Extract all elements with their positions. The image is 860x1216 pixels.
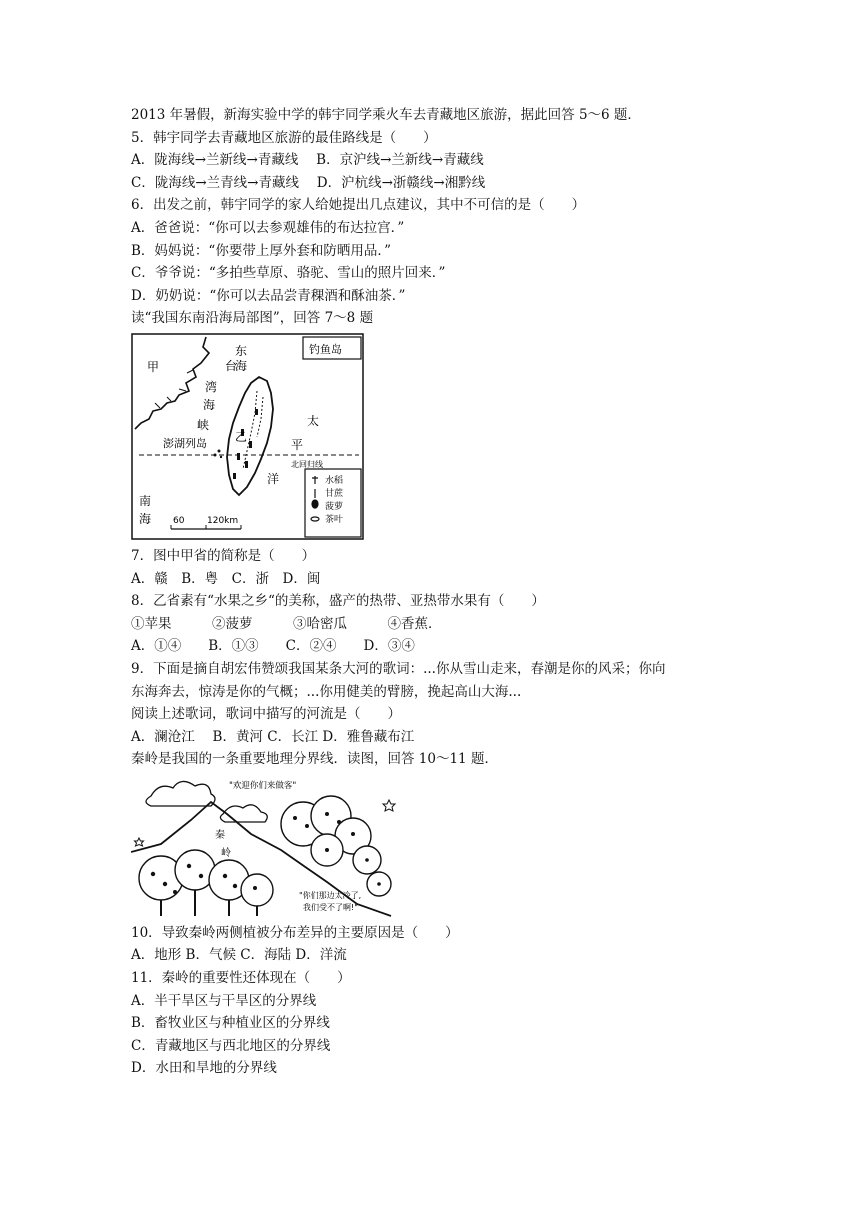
q9-options: A．澜沧江 B．黄河 C．长江 D．雅鲁藏布江 xyxy=(131,728,415,745)
q7-options: A．赣 B．粤 C．浙 D．闽 xyxy=(131,570,321,587)
q8-stem: 8．乙省素有“水果之乡“的美称，盛产的热带、亚热带水果有（ ） xyxy=(131,593,545,610)
q11-option-b: B．畜牧业区与种植业区的分界线 xyxy=(131,1015,330,1032)
map-label-yi: 乙 xyxy=(235,429,248,444)
map-scale-120: 120km xyxy=(207,515,239,526)
q6-stem: 6．出发之前，韩宇同学的家人给她提出几点建议，其中不可信的是（ ） xyxy=(131,197,586,214)
q10-stem: 10．导致秦岭两侧植被分布差异的主要原因是（ ） xyxy=(131,924,459,941)
q5-stem: 5．韩宇同学去青藏地区旅游的最佳路线是（ ） xyxy=(131,129,437,146)
bubble-cold-2: 我们受不了啊!" xyxy=(303,902,358,912)
bubble-welcome: "欢迎你们来做客" xyxy=(229,780,297,791)
q11-option-a: A．半干旱区与干旱区的分界线 xyxy=(131,992,317,1009)
q5-options-ab: A．陇海线→兰新线→青藏线 B．京沪线→兰新线→青藏线 xyxy=(131,152,484,169)
qinling-cartoon xyxy=(131,774,397,918)
map-svg xyxy=(131,333,365,541)
intro-7-8: 读“我国东南沿海局部图”，回答 7～8 题 xyxy=(131,310,374,327)
q11-option-c: C．青藏地区与西北地区的分界线 xyxy=(131,1037,331,1054)
legend-tea: 茶叶 xyxy=(325,514,344,525)
cartoon-svg xyxy=(131,774,397,918)
q9-stem-3: 阅读上述歌词，歌词中描写的河流是（ ） xyxy=(131,706,401,723)
map-label-hai2: 海 xyxy=(203,397,216,412)
q6-option-c: C．爷爷说：“多拍些草原、骆驼、雪山的照片回来．” xyxy=(131,265,446,282)
legend-rice: 水稻 xyxy=(325,475,344,486)
q6-option-b: B．妈妈说：“你要带上厚外套和防晒用品．” xyxy=(131,242,391,259)
q6-option-d: D．奶奶说：“你可以去品尝青稞酒和酥油茶．” xyxy=(131,287,406,304)
q7-stem: 7．图中甲省的简称是（ ） xyxy=(131,547,316,564)
q9-stem-2: 东海奔去，惊涛是你的气概；...你用健美的臂膀，挽起高山大海... xyxy=(131,683,522,700)
map-label-diaoyu: 钓鱼岛 xyxy=(309,342,342,356)
exam-page xyxy=(131,104,771,1080)
q5-options-cd: C．陇海线→兰青线→青藏线 D．沪杭线→浙赣线→湘黔线 xyxy=(131,174,486,191)
map-label-tropic: 北回归线 xyxy=(291,459,323,469)
legend-sugarcane: 甘蔗 xyxy=(325,488,344,499)
map-label-jia: 甲 xyxy=(147,359,160,374)
q8-items: ①苹果 ②菠萝 ③哈密瓜 ④香蕉． xyxy=(131,615,442,632)
q8-options: A．①④ B．①③ C．②④ D．③④ xyxy=(131,638,415,655)
map-label-tai-ocean: 太 xyxy=(307,413,320,428)
intro-5-6: 2013 年暑假，新海实验中学的韩宇同学乘火车去青藏地区旅游，据此回答 5～6 题． xyxy=(131,107,641,123)
map-label-tai-visible: 台 xyxy=(225,358,238,373)
map-label-hai1: 海 xyxy=(235,358,248,373)
q11-stem: 11．秦岭的重要性还体现在（ ） xyxy=(131,970,351,987)
legend-pineapple: 菠萝 xyxy=(325,501,344,512)
map-label-xia: 峡 xyxy=(197,417,210,432)
map-label-hai3: 海 xyxy=(139,511,152,526)
map-scale-60: 60 xyxy=(173,515,185,526)
q6-option-a: A．爸爸说：“你可以去参观雄伟的布达拉宫．” xyxy=(131,219,405,236)
map-label-nan: 南 xyxy=(139,493,152,508)
q9-stem-1: 9．下面是摘自胡宏伟赞颂我国某条大河的歌词：...你从雪山走来，春潮是你的风采；你向 xyxy=(131,660,666,677)
q10-options: A．地形 B．气候 C．海陆 D．洋流 xyxy=(131,947,347,964)
map-label-yang: 洋 xyxy=(267,471,280,486)
intro-10-11: 秦岭是我国的一条重要地理分界线．读图，回答 10～11 题． xyxy=(131,751,498,768)
map-label-penghu: 澎湖列岛 xyxy=(163,436,207,450)
map-label-wan: 湾 xyxy=(205,379,218,394)
bubble-cold-1: "你们那边太冷了, xyxy=(299,890,362,900)
cartoon-label-qin: 秦 xyxy=(215,829,225,841)
q11-option-d: D．水田和旱地的分界线 xyxy=(131,1060,277,1077)
map-label-dong: 东 xyxy=(235,343,248,358)
cartoon-label-ling: 岭 xyxy=(221,847,231,859)
southeast-coast-map xyxy=(131,333,365,541)
map-label-ping: 平 xyxy=(291,437,304,452)
